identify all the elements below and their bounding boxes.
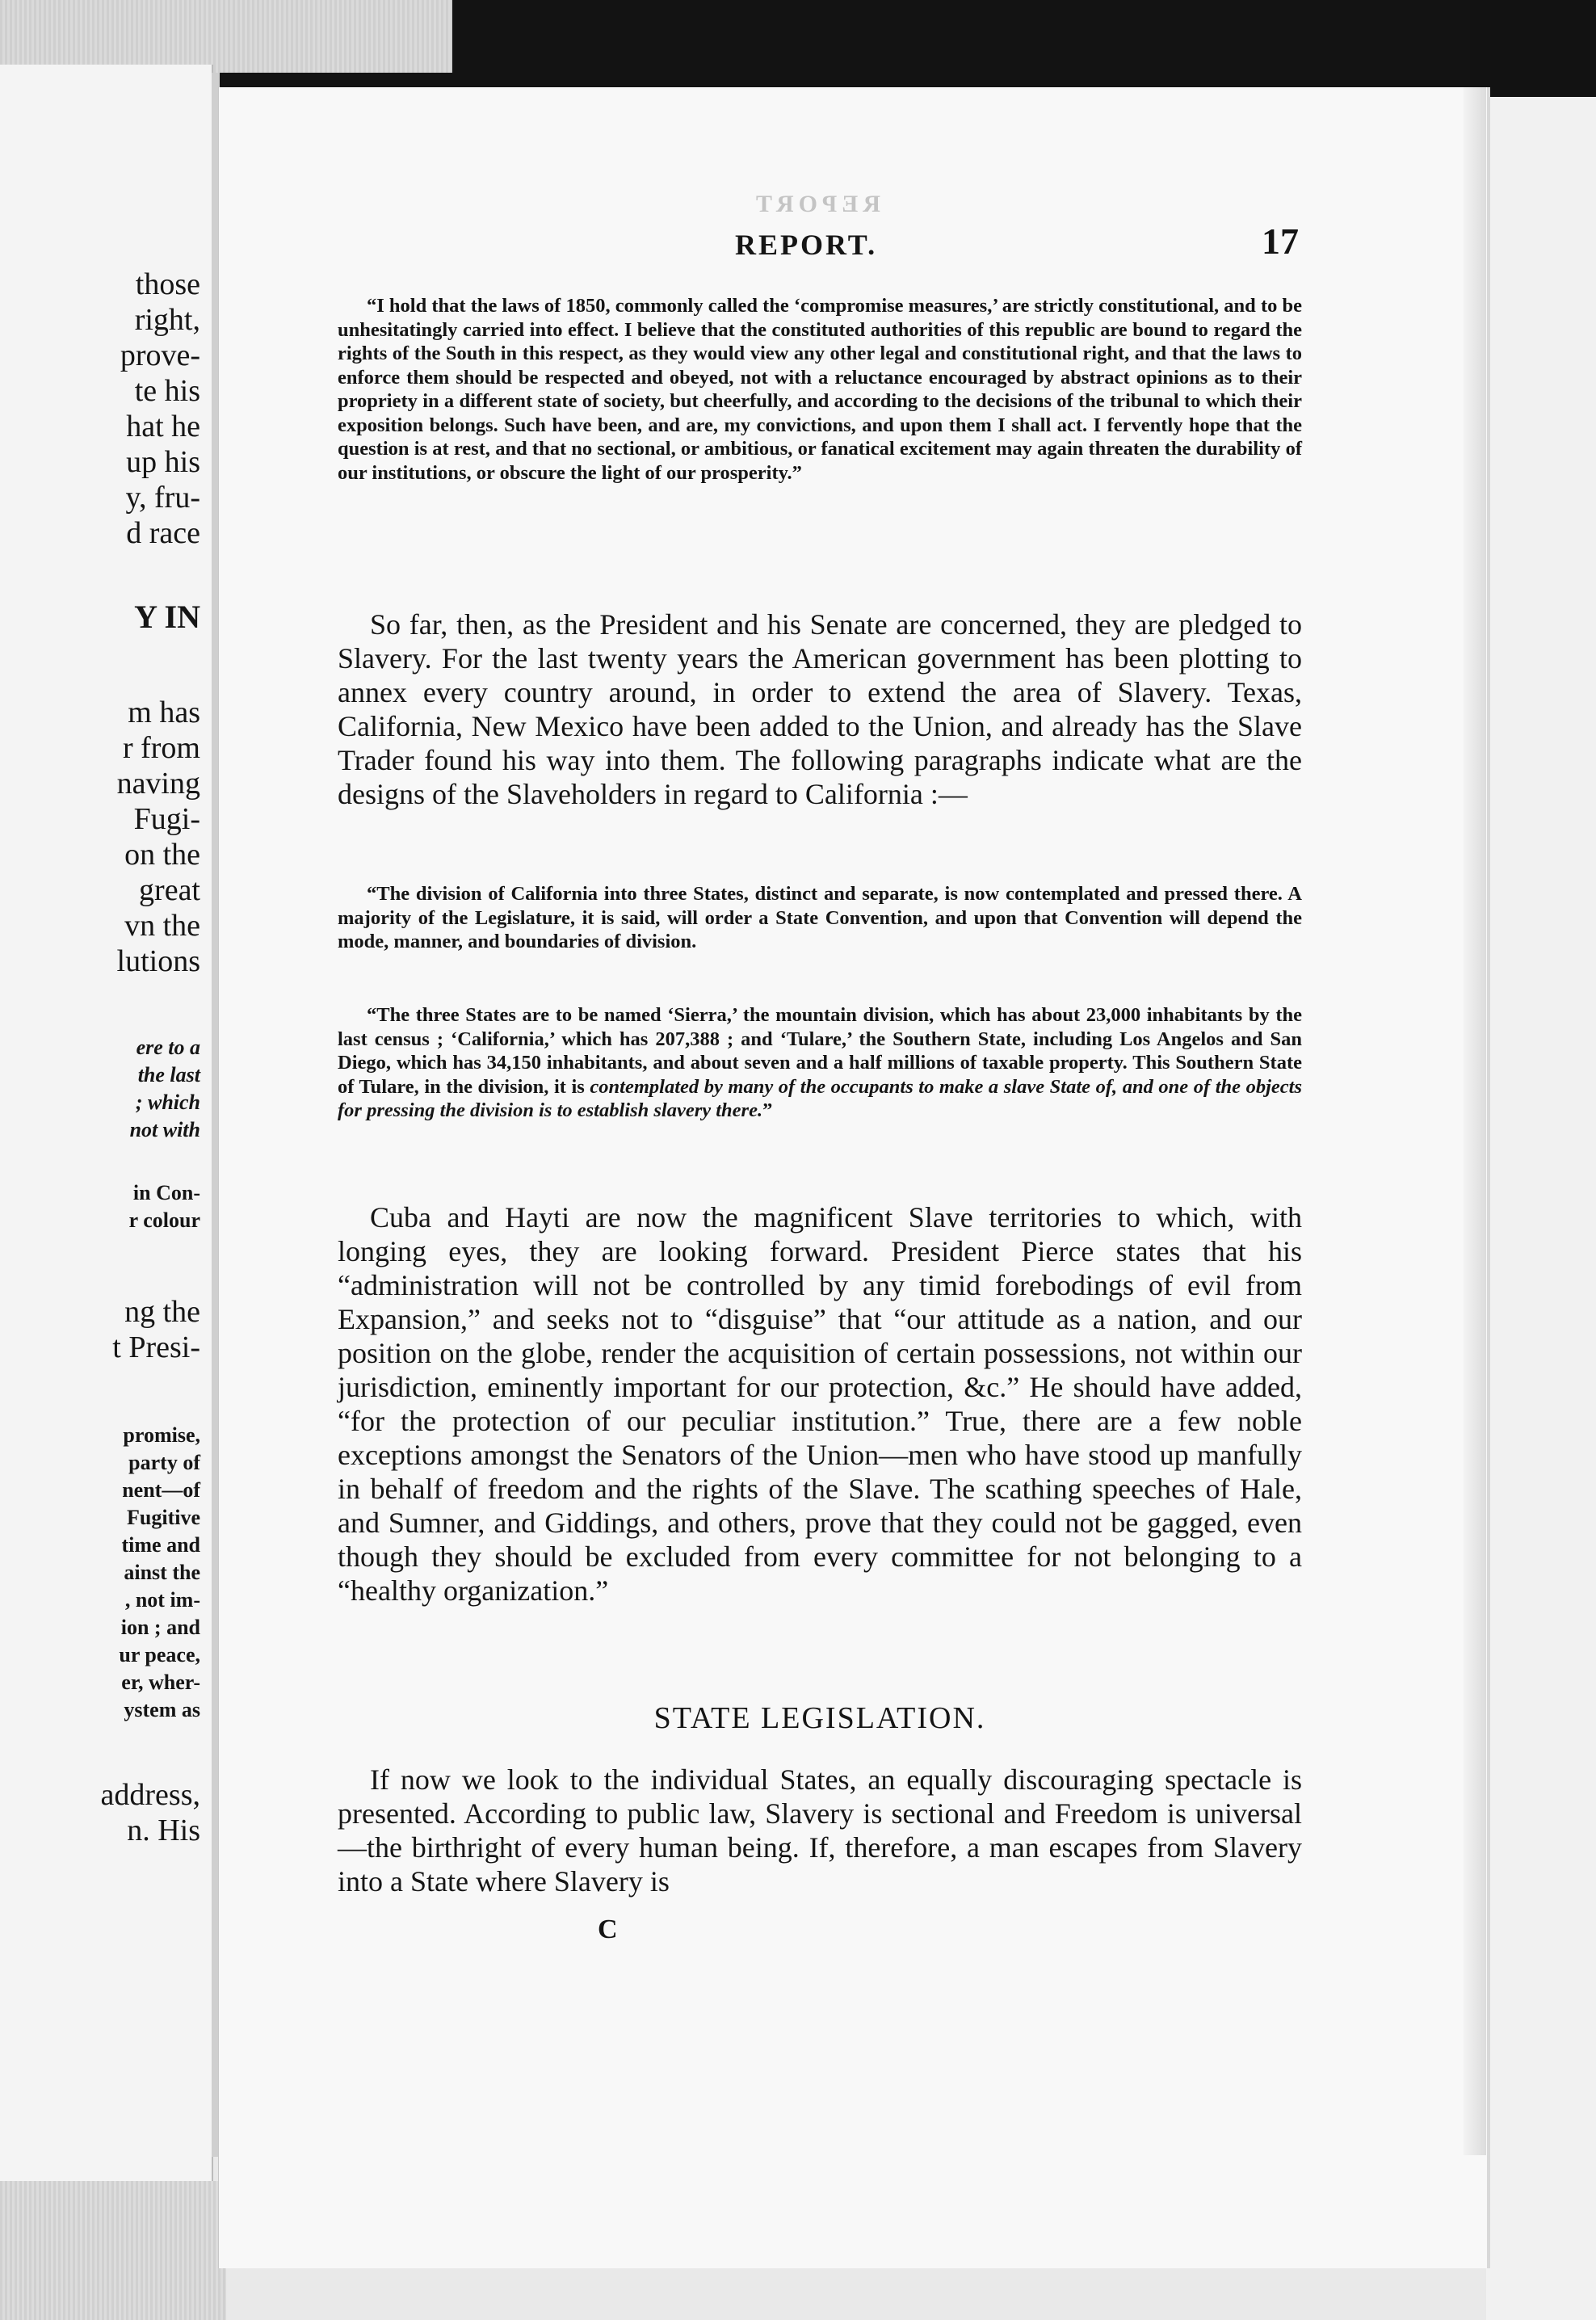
paragraph-text: If now we look to the individual States, an equally discouraging spectacle is presented. According to public law, Slavery is sectional and Freedom is universal—the birthright of every human being. If, therefore, a man escapes from Slavery into a State where Slavery is xyxy=(338,1763,1302,1898)
left-page-line: great xyxy=(139,873,200,907)
left-page-line: naving xyxy=(116,767,200,801)
left-page-line: r from xyxy=(122,731,200,765)
page-number: 17 xyxy=(1262,221,1299,262)
left-page-line: not with xyxy=(129,1118,200,1141)
left-page-line: prove- xyxy=(120,338,200,372)
left-page-line: er, wher- xyxy=(121,1671,200,1694)
binding-cloth-bottom xyxy=(0,2181,226,2320)
quote-text xyxy=(338,1003,1302,1123)
quote-text: “The division of California into three States, distinct and separate, is now contemplated and pressed there. A majority of the Legislature, it is said, will order a State Convention, and upon that Convention will depend the mode, manner, and boundaries of division. xyxy=(338,883,1302,952)
paragraph-cuba-hayti xyxy=(338,1200,1302,1608)
left-page-line: up his xyxy=(126,445,200,479)
paragraph-text: So far, then, as the President and his Senate are concerned, they are pledged to Slavery. For the last twenty years the American government has been plotting to annex every country around, in order to extend the area of Slavery. Texas, California, New Mexico have been added to the Union, and already has the Slave Trader found his way into them. The following paragraphs indicate what are the designs of the Slaveholders in regard to California :— xyxy=(338,608,1302,810)
left-page-line: the last xyxy=(137,1063,200,1086)
left-page-line: right, xyxy=(134,303,200,337)
left-page-line: d race xyxy=(126,516,200,550)
left-page-line: ystem as xyxy=(124,1698,200,1721)
left-page-line: promise, xyxy=(123,1423,200,1447)
left-page-line: vn the xyxy=(124,909,200,943)
quote-california-division xyxy=(338,882,1302,954)
quote-italic: contemplated by many of the occupants to make a slave State of, and one of the objects for pressing the division is to establish slavery there. xyxy=(338,1075,1302,1121)
left-page-line: party of xyxy=(128,1451,200,1474)
left-page-line: ng the xyxy=(124,1295,200,1329)
left-page-line: Fugitive xyxy=(127,1506,200,1529)
running-head: REPORT. xyxy=(735,229,878,261)
left-page-line: n. His xyxy=(127,1814,200,1847)
left-page-line: m has xyxy=(128,696,200,729)
signature-mark: C xyxy=(598,1914,618,1944)
left-page-line: on the xyxy=(124,838,200,872)
quote-text: “I hold that the laws of 1850, commonly called the ‘compromise measures,’ are strictly constitutional, and to be unhesitatingly carried into effect. I believe that the constituted authorities of this republic are bound to regard the rights of the South in this respect, as they would view any other legal and constitutional right, and that the laws to enforce them should be respected and obeyed, not with a reluctance encouraged by abstract opinions as to their propriety in a different state of society, but cheerfully, and according to the decisions of the tribunal to which their exposition belongs. Such have been, and are, my convictions, and upon them I shall act. I fervently hope that the question is at rest, and that no sectional, or ambitious, or fanatical excitement may again threaten the durability of our institutions, or obscure the light of our prosperity.” xyxy=(338,295,1302,484)
left-page-fragment xyxy=(0,65,213,2181)
paragraph-text: Cuba and Hayti are now the magnificent Slave territories to which, with longing eyes, they are looking forward. President Pierce states that his “administration will not be controlled by any timid forebodings of evil from Expansion,” and seeks not to “disguise” that “our attitude as a nation, and our position on the globe, render the acquisition of certain possessions, not within our jurisdiction, eminently important for our protection, &c.” He should have added, “for the protection of our peculiar institution.” True, there are a few noble exceptions amongst the Senators of the Union—men who have stood up manfully in behalf of freedom and the rights of the Slave. The scathing speeches of Hale, and Sumner, and Giddings, and others, prove that they could not be gagged, even though they should be excluded from every committee for not belonging to a “healthy organization.” xyxy=(338,1201,1302,1607)
quote-close: ” xyxy=(762,1099,773,1121)
page-edge xyxy=(1464,87,1486,2155)
left-page-line: lutions xyxy=(116,944,200,978)
left-page-line: those xyxy=(135,267,200,301)
left-page-line: ion ; and xyxy=(120,1616,200,1639)
left-page-line: , not im- xyxy=(124,1588,200,1612)
binding-cloth-top xyxy=(0,0,452,73)
left-page-line: ainst the xyxy=(124,1561,200,1584)
quote-three-states xyxy=(338,1003,1302,1123)
left-page-line: nent—of xyxy=(122,1478,200,1502)
left-page-line: ; which xyxy=(135,1091,200,1114)
left-page-line: ere to a xyxy=(136,1036,200,1059)
background-right-top xyxy=(1470,0,1596,97)
left-page-line: te his xyxy=(134,374,200,408)
left-page-line: ur peace, xyxy=(119,1643,200,1666)
left-page-line: in Con- xyxy=(132,1181,200,1204)
bleed-through-header: REPORT xyxy=(751,191,880,217)
quote-president-1850 xyxy=(338,294,1302,485)
left-page-line: y, fru- xyxy=(125,481,200,515)
left-page-line: time and xyxy=(121,1533,200,1557)
left-page-line: t Presi- xyxy=(112,1330,200,1364)
paragraph-state-legislation xyxy=(338,1763,1302,1898)
left-page-line: Y IN xyxy=(134,599,200,635)
left-page-line: address, xyxy=(100,1778,200,1812)
background-right xyxy=(1486,0,1596,2320)
left-page-line: r colour xyxy=(128,1208,200,1232)
section-heading: STATE LEGISLATION. xyxy=(653,1701,986,1735)
left-page-line: hat he xyxy=(126,410,200,443)
paragraph-president-senate xyxy=(338,607,1302,811)
left-page-line: Fugi- xyxy=(133,802,200,836)
quote-plain: “The three States are to be named ‘Sierra,’ the mountain division, which has about 23,000 inhabitants by the last census ; ‘California,’ which has 207,388 ; and ‘Tulare,’ the Southern State, including Los Angelos and San Diego, which has 34,150 inhabitants, and about seven and a half millions of taxable property. This Southern State of Tulare, in the division, it is xyxy=(338,1004,1302,1098)
